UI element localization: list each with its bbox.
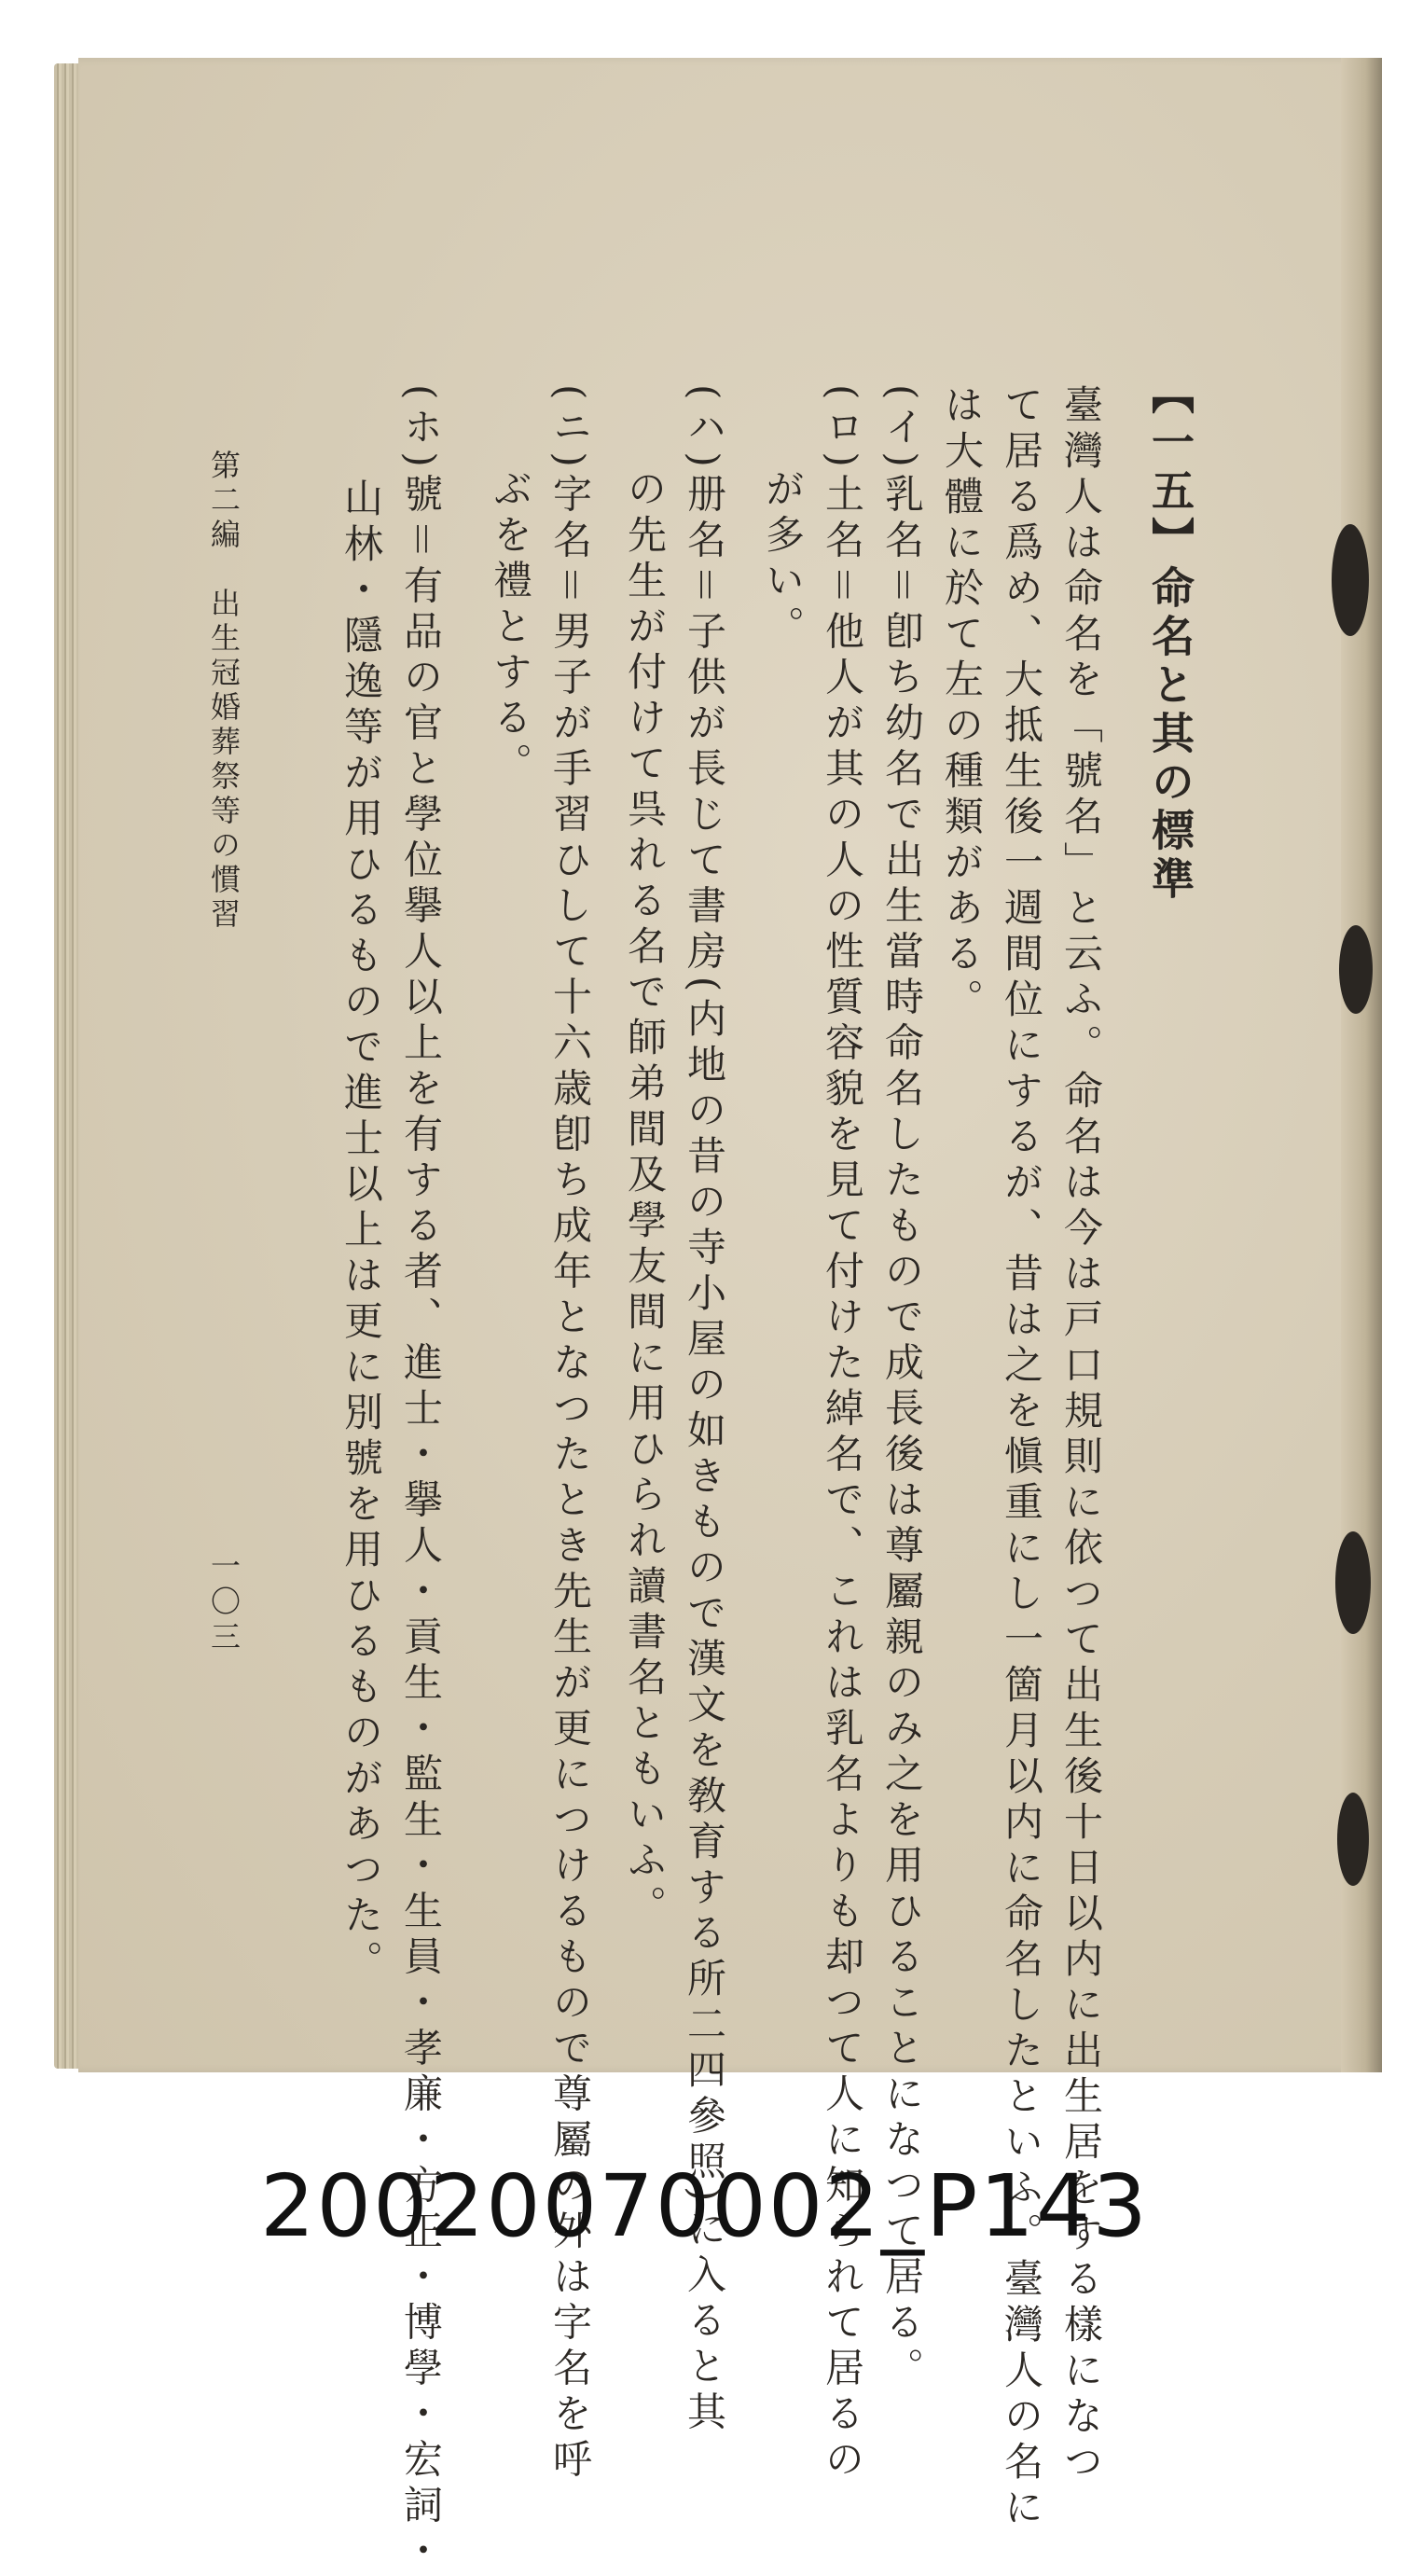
- book-gutter: [1341, 58, 1382, 2072]
- ink-blot: [1332, 524, 1369, 636]
- text-line: が多い。: [760, 468, 806, 651]
- text-line: (イ)乳名＝卽ち幼名で出生當時命名したもので成長後は尊屬親のみ之を用ひることになつて居る。: [879, 384, 925, 2393]
- text-line: (ロ)土名＝他人が其の人の性質容貌を見て付けた綽名で、これは乳名よりも却つて人に知られて居るの: [820, 384, 865, 2485]
- text-line: (ハ)册名＝子供が長じて書房(内地の昔の寺小屋の如きもので漢文を敎育する所二四參照)に入ると其: [682, 384, 727, 2437]
- section-heading: 【一五】命名と其の標準: [1145, 371, 1195, 905]
- text-line: の先生が付けて呉れる名で師弟間及學友間に用ひられ讀書名ともいふ。: [622, 468, 668, 1931]
- image-caption: 20020070002_P143: [260, 2156, 1149, 2256]
- text-line: て居る爲め、大抵生後一週間位にするが、昔は之を愼重にし一箇月以内に命名したといふ。臺灣人の名に: [999, 384, 1044, 2532]
- ink-blot: [1339, 925, 1373, 1014]
- book-page-edge: [54, 63, 80, 2069]
- text-line: ぶを禮とする。: [488, 468, 533, 788]
- ink-blot: [1337, 1793, 1369, 1886]
- text-line: 山林・隱逸等が用ひるもので進士以上は更に別號を用ひるものがあつた。: [338, 478, 384, 1986]
- page-number: 一〇三: [206, 1550, 242, 1656]
- ink-blot: [1335, 1531, 1371, 1634]
- text-line: 臺灣人は命名を「號名」と云ふ。命名は今は戸口規則に依つて出生後十日以内に出生居をする樣になつ: [1058, 384, 1104, 2486]
- running-footer: 第二編 出生冠婚葬祭等の慣習: [206, 450, 242, 933]
- text-line: (ニ)字名＝男子が手習ひして十六歳卽ち成年となつたとき先生が更につけるもので尊屬の外は字名を呼: [547, 384, 593, 2485]
- text-line: は大體に於て左の種類がある。: [939, 384, 985, 1024]
- text-line: (ホ)號＝有品の官と學位擧人以上を有する者、進士・擧人・貢生・監生・生員・孝廉・方正・博學・宏詞・: [398, 384, 444, 2576]
